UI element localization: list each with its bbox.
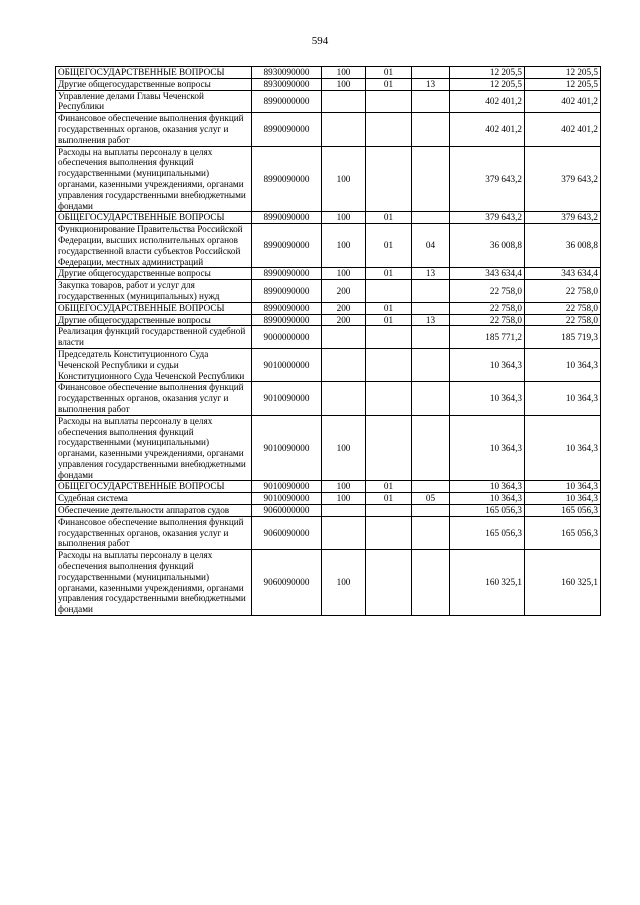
row-section [366, 516, 412, 549]
row-expense-type: 100 [322, 78, 366, 90]
row-section [366, 280, 412, 303]
row-subsection [412, 550, 450, 616]
row-name: Финансовое обеспечение выполнения функций государственных органов, оказания услуг и выполнения работ [56, 113, 252, 146]
row-amount-2: 22 758,0 [525, 314, 601, 326]
row-name: Финансовое обеспечение выполнения функций государственных органов, оказания услуг и выполнения работ [56, 382, 252, 415]
row-code: 9010090000 [252, 481, 322, 493]
table-row [56, 280, 601, 303]
row-subsection [412, 67, 450, 79]
row-amount-1: 185 771,2 [450, 326, 525, 349]
row-amount-2: 379 643,2 [525, 146, 601, 212]
row-section: 01 [366, 78, 412, 90]
row-section: 01 [366, 224, 412, 268]
row-name: Функционирование Правительства Российской Федерации, высших исполнительных органов государственной власти субъектов Российской Федерации, местных администраций [56, 224, 252, 268]
row-name: Расходы на выплаты персоналу в целях обеспечения выполнения функций государственными (муниципальными) органами, казенными учреждениями, органами управления государственными внебюджетными фондами [56, 415, 252, 481]
row-subsection: 04 [412, 224, 450, 268]
row-section: 01 [366, 493, 412, 505]
row-subsection [412, 505, 450, 517]
row-expense-type: 100 [322, 224, 366, 268]
row-name: ОБЩЕГОСУДАРСТВЕННЫЕ ВОПРОСЫ [56, 302, 252, 314]
table-row [56, 67, 601, 79]
row-amount-1: 22 758,0 [450, 314, 525, 326]
row-expense-type: 200 [322, 302, 366, 314]
row-code: 9010090000 [252, 382, 322, 415]
row-amount-1: 22 758,0 [450, 280, 525, 303]
row-subsection [412, 516, 450, 549]
row-code: 8990090000 [252, 302, 322, 314]
row-amount-1: 343 634,4 [450, 268, 525, 280]
table-row [56, 268, 601, 280]
page-number: 594 [311, 35, 329, 47]
row-section [366, 348, 412, 381]
row-expense-type [322, 382, 366, 415]
row-amount-1: 402 401,2 [450, 90, 525, 113]
row-amount-2: 36 008,8 [525, 224, 601, 268]
table-row [56, 224, 601, 268]
row-amount-2: 165 056,3 [525, 516, 601, 549]
table-row [56, 90, 601, 113]
row-name: Председатель Конституционного Суда Чеченской Республики и судьи Конституционного Суда Чеченской Республики [56, 348, 252, 381]
row-amount-2: 22 758,0 [525, 280, 601, 303]
row-subsection [412, 326, 450, 349]
row-name: Финансовое обеспечение выполнения функций государственных органов, оказания услуг и выполнения работ [56, 516, 252, 549]
row-code: 9010000000 [252, 348, 322, 381]
row-code: 8990090000 [252, 224, 322, 268]
row-code: 8990090000 [252, 268, 322, 280]
row-section [366, 113, 412, 146]
row-amount-1: 165 056,3 [450, 516, 525, 549]
row-amount-1: 10 364,3 [450, 493, 525, 505]
row-amount-1: 22 758,0 [450, 302, 525, 314]
row-code: 9000000000 [252, 326, 322, 349]
row-code: 8930090000 [252, 78, 322, 90]
row-subsection: 05 [412, 493, 450, 505]
row-section [366, 326, 412, 349]
table-row [56, 382, 601, 415]
row-code: 9060000000 [252, 505, 322, 517]
table-row [56, 481, 601, 493]
row-expense-type [322, 326, 366, 349]
table-row [56, 113, 601, 146]
row-section [366, 90, 412, 113]
row-name: Другие общегосударственные вопросы [56, 78, 252, 90]
row-name: ОБЩЕГОСУДАРСТВЕННЫЕ ВОПРОСЫ [56, 67, 252, 79]
row-name: Другие общегосударственные вопросы [56, 268, 252, 280]
row-amount-2: 22 758,0 [525, 302, 601, 314]
row-amount-2: 10 364,3 [525, 382, 601, 415]
row-name: Судебная система [56, 493, 252, 505]
row-code: 9010090000 [252, 415, 322, 481]
row-section [366, 550, 412, 616]
row-expense-type: 100 [322, 212, 366, 224]
row-subsection [412, 146, 450, 212]
table-row [56, 505, 601, 517]
row-amount-1: 10 364,3 [450, 481, 525, 493]
row-amount-2: 10 364,3 [525, 481, 601, 493]
row-expense-type: 100 [322, 481, 366, 493]
row-expense-type [322, 90, 366, 113]
row-section: 01 [366, 314, 412, 326]
row-amount-2: 402 401,2 [525, 113, 601, 146]
row-section: 01 [366, 302, 412, 314]
table-row [56, 348, 601, 381]
row-name: Другие общегосударственные вопросы [56, 314, 252, 326]
row-subsection [412, 90, 450, 113]
row-section [366, 415, 412, 481]
row-subsection [412, 481, 450, 493]
row-name: Управление делами Главы Чеченской Республики [56, 90, 252, 113]
row-code: 8990090000 [252, 113, 322, 146]
row-expense-type: 100 [322, 493, 366, 505]
row-code: 8990090000 [252, 280, 322, 303]
row-name: Реализация функций государственной судебной власти [56, 326, 252, 349]
row-amount-2: 10 364,3 [525, 348, 601, 381]
row-name: ОБЩЕГОСУДАРСТВЕННЫЕ ВОПРОСЫ [56, 212, 252, 224]
row-code: 9060090000 [252, 550, 322, 616]
row-name: Обеспечение деятельности аппаратов судов [56, 505, 252, 517]
table-row [56, 415, 601, 481]
row-section: 01 [366, 67, 412, 79]
row-expense-type [322, 516, 366, 549]
budget-table [55, 66, 601, 616]
row-code: 8990090000 [252, 146, 322, 212]
row-subsection: 13 [412, 314, 450, 326]
row-section: 01 [366, 268, 412, 280]
row-code: 8930090000 [252, 67, 322, 79]
row-amount-1: 379 643,2 [450, 212, 525, 224]
table-row [56, 78, 601, 90]
table-row [56, 516, 601, 549]
row-amount-1: 402 401,2 [450, 113, 525, 146]
row-amount-2: 10 364,3 [525, 415, 601, 481]
table-row [56, 314, 601, 326]
row-expense-type: 200 [322, 314, 366, 326]
row-amount-1: 12 205,5 [450, 78, 525, 90]
row-subsection [412, 280, 450, 303]
row-name: Расходы на выплаты персоналу в целях обеспечения выполнения функций государственными (муниципальными) органами, казенными учреждениями, органами управления государственными внебюджетными фондами [56, 550, 252, 616]
table-body [56, 67, 601, 616]
row-amount-2: 12 205,5 [525, 67, 601, 79]
row-amount-1: 12 205,5 [450, 67, 525, 79]
table-row [56, 302, 601, 314]
row-amount-1: 165 056,3 [450, 505, 525, 517]
row-amount-1: 10 364,3 [450, 415, 525, 481]
row-amount-2: 12 205,5 [525, 78, 601, 90]
row-expense-type [322, 505, 366, 517]
row-amount-2: 10 364,3 [525, 493, 601, 505]
row-expense-type: 100 [322, 268, 366, 280]
row-subsection [412, 113, 450, 146]
row-amount-2: 402 401,2 [525, 90, 601, 113]
row-code: 8990090000 [252, 314, 322, 326]
row-section: 01 [366, 212, 412, 224]
row-amount-1: 10 364,3 [450, 382, 525, 415]
row-name: ОБЩЕГОСУДАРСТВЕННЫЕ ВОПРОСЫ [56, 481, 252, 493]
row-expense-type [322, 348, 366, 381]
row-subsection: 13 [412, 268, 450, 280]
row-section: 01 [366, 481, 412, 493]
row-section [366, 382, 412, 415]
table-row [56, 146, 601, 212]
row-amount-1: 36 008,8 [450, 224, 525, 268]
row-subsection [412, 348, 450, 381]
row-code: 9010090000 [252, 493, 322, 505]
row-amount-2: 343 634,4 [525, 268, 601, 280]
row-name: Расходы на выплаты персоналу в целях обеспечения выполнения функций государственными (муниципальными) органами, казенными учреждениями, органами управления государственными внебюджетными фондами [56, 146, 252, 212]
row-subsection [412, 382, 450, 415]
row-section [366, 146, 412, 212]
row-code: 8990000000 [252, 90, 322, 113]
table-row [56, 212, 601, 224]
row-amount-2: 165 056,3 [525, 505, 601, 517]
row-amount-2: 379 643,2 [525, 212, 601, 224]
row-code: 8990090000 [252, 212, 322, 224]
row-amount-1: 10 364,3 [450, 348, 525, 381]
row-subsection [412, 415, 450, 481]
row-amount-2: 185 719,3 [525, 326, 601, 349]
row-amount-2: 160 325,1 [525, 550, 601, 616]
row-amount-1: 379 643,2 [450, 146, 525, 212]
row-expense-type: 100 [322, 67, 366, 79]
row-expense-type: 100 [322, 146, 366, 212]
row-expense-type: 200 [322, 280, 366, 303]
row-expense-type: 100 [322, 550, 366, 616]
row-subsection [412, 212, 450, 224]
row-section [366, 505, 412, 517]
row-name: Закупка товаров, работ и услуг для государственных (муниципальных) нужд [56, 280, 252, 303]
row-subsection [412, 302, 450, 314]
table-row [56, 326, 601, 349]
row-subsection: 13 [412, 78, 450, 90]
row-amount-1: 160 325,1 [450, 550, 525, 616]
row-expense-type: 100 [322, 415, 366, 481]
table-row [56, 493, 601, 505]
row-code: 9060090000 [252, 516, 322, 549]
table-row [56, 550, 601, 616]
row-expense-type [322, 113, 366, 146]
